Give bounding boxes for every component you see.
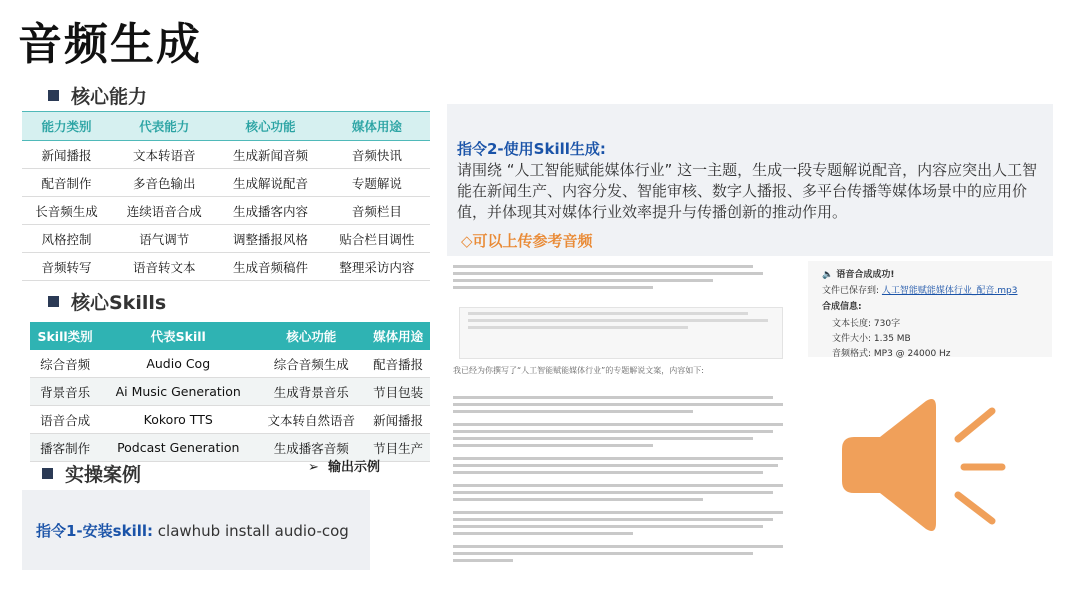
table-cell: 生成播客音频 bbox=[256, 434, 366, 462]
section-label: 实操案例 bbox=[65, 464, 142, 486]
header-cell: 媒体用途 bbox=[324, 112, 430, 141]
table-cell: 调整播报风格 bbox=[217, 225, 323, 253]
text-line bbox=[453, 403, 783, 406]
generated-script-screenshot bbox=[445, 257, 797, 597]
table-header-row bbox=[30, 322, 430, 350]
table-cell: Ai Music Generation bbox=[100, 378, 256, 406]
upload-reference-audio[interactable]: ◇可以上传参考音频 bbox=[461, 232, 593, 250]
text-line bbox=[453, 430, 773, 433]
table-cell: 长音频生成 bbox=[22, 197, 111, 225]
saved-line bbox=[822, 283, 1018, 296]
text-line bbox=[453, 423, 783, 426]
saved-label: 文件已保存到: bbox=[822, 286, 880, 296]
command2-label: 指令2-使用Skill生成: bbox=[457, 140, 606, 158]
section-label: 核心Skills bbox=[71, 292, 167, 314]
header-cell: 媒体用途 bbox=[366, 322, 430, 350]
header-cell: Skill类别 bbox=[30, 322, 100, 350]
output-label-text: 输出示例 bbox=[327, 460, 380, 475]
speaker-small-icon: 🔈 bbox=[822, 270, 834, 280]
table-cell: 综合音频生成 bbox=[256, 350, 366, 378]
sound-wave-bottom bbox=[958, 495, 992, 521]
text-line bbox=[468, 319, 768, 322]
section-practice bbox=[42, 460, 141, 487]
table-cell: 文本转语音 bbox=[111, 141, 217, 169]
text-line bbox=[453, 457, 783, 460]
text-line bbox=[453, 545, 783, 548]
header-cell: 能力类别 bbox=[22, 112, 111, 141]
table-cell: 多音色输出 bbox=[111, 169, 217, 197]
table-cell: 新闻播报 bbox=[22, 141, 111, 169]
command1-box bbox=[22, 490, 370, 570]
header-cell: 代表能力 bbox=[111, 112, 217, 141]
table-cell: 音频栏目 bbox=[324, 197, 430, 225]
command2-panel bbox=[447, 104, 1053, 256]
speaker-body bbox=[842, 399, 936, 531]
section-label: 核心能力 bbox=[71, 86, 148, 108]
table-cell: 新闻播报 bbox=[366, 406, 430, 434]
bullet-square-icon bbox=[42, 468, 53, 479]
text-line bbox=[453, 498, 703, 501]
text-line bbox=[468, 326, 688, 329]
info-length: 文本长度: 730字 bbox=[832, 319, 901, 329]
sound-wave-top bbox=[958, 411, 992, 439]
text-line bbox=[453, 410, 693, 413]
table-row bbox=[30, 378, 430, 406]
doc-header-lines bbox=[445, 257, 797, 301]
section-core-skills bbox=[48, 288, 166, 315]
command1-line bbox=[36, 520, 349, 541]
table-cell: 生成音频稿件 bbox=[217, 253, 323, 281]
text-line bbox=[453, 532, 633, 535]
text-line bbox=[453, 279, 713, 282]
skills-table bbox=[30, 322, 430, 462]
table-cell: 生成播客内容 bbox=[217, 197, 323, 225]
page-title: 音频生成 bbox=[18, 19, 202, 70]
table-cell: 节目生产 bbox=[366, 434, 430, 462]
text-line bbox=[453, 559, 513, 562]
table-row bbox=[22, 141, 430, 169]
table-cell: 节目包装 bbox=[366, 378, 430, 406]
header-cell: 核心功能 bbox=[256, 322, 366, 350]
text-line bbox=[468, 312, 748, 315]
thinking-block bbox=[459, 307, 783, 359]
arrow-right-icon: ➢ bbox=[308, 460, 319, 475]
table-cell: 贴合栏目调性 bbox=[324, 225, 430, 253]
table-row bbox=[22, 169, 430, 197]
abilities-table bbox=[22, 111, 430, 281]
text-line bbox=[453, 525, 763, 528]
table-cell: 综合音频 bbox=[30, 350, 100, 378]
text-line bbox=[453, 471, 763, 474]
bullet-square-icon bbox=[48, 296, 59, 307]
text-line bbox=[453, 286, 653, 289]
command1-label: 指令1-安装skill: bbox=[36, 522, 153, 540]
table-cell: 生成新闻音频 bbox=[217, 141, 323, 169]
table-cell: 连续语音合成 bbox=[111, 197, 217, 225]
table-row bbox=[30, 406, 430, 434]
table-row bbox=[22, 225, 430, 253]
table-cell: 播客制作 bbox=[30, 434, 100, 462]
success-text: 语音合成成功! bbox=[836, 270, 895, 280]
text-line bbox=[453, 464, 778, 467]
command1-code: clawhub install audio-cog bbox=[157, 522, 349, 540]
table-cell: 生成解说配音 bbox=[217, 169, 323, 197]
doc-summary: 我已经为你撰写了“人工智能赋能媒体行业”的专题解说文案，内容如下: bbox=[453, 366, 704, 375]
text-line bbox=[453, 518, 773, 521]
output-example-label bbox=[308, 456, 380, 475]
table-cell: 音频转写 bbox=[22, 253, 111, 281]
table-cell: 整理采访内容 bbox=[324, 253, 430, 281]
doc-body-lines bbox=[445, 382, 797, 562]
info-title: 合成信息: bbox=[822, 302, 862, 312]
table-cell: 生成背景音乐 bbox=[256, 378, 366, 406]
table-header-row bbox=[22, 112, 430, 141]
text-line bbox=[453, 437, 753, 440]
info-size: 文件大小: 1.35 MB bbox=[832, 334, 911, 344]
command2-text: 请围绕 “人工智能赋能媒体行业” 这一主题，生成一段专题解说配音，内容应突出人工智能在新闻生产、内容分发、智能审核、数字人播报、多平台传播等媒体场景中的应用价值，并体现其对媒体行业效率提升与传播创新的推动作用。 bbox=[457, 161, 1038, 221]
table-cell: 背景音乐 bbox=[30, 378, 100, 406]
table-cell: 语音转文本 bbox=[111, 253, 217, 281]
table-cell: 风格控制 bbox=[22, 225, 111, 253]
text-line bbox=[453, 552, 753, 555]
table-cell: 专题解说 bbox=[324, 169, 430, 197]
table-row bbox=[22, 197, 430, 225]
table-cell: Podcast Generation bbox=[100, 434, 256, 462]
bullet-square-icon bbox=[48, 90, 59, 101]
text-line bbox=[453, 396, 773, 399]
table-row bbox=[22, 253, 430, 281]
info-format: 音频格式: MP3 @ 24000 Hz bbox=[832, 349, 951, 359]
table-cell: 音频快讯 bbox=[324, 141, 430, 169]
table-cell: 语气调节 bbox=[111, 225, 217, 253]
text-line bbox=[453, 444, 653, 447]
table-cell: Audio Cog bbox=[100, 350, 256, 378]
header-cell: 核心功能 bbox=[217, 112, 323, 141]
text-line bbox=[453, 491, 773, 494]
table-row bbox=[30, 350, 430, 378]
text-line bbox=[453, 272, 763, 275]
table-cell: 语音合成 bbox=[30, 406, 100, 434]
section-core-abilities bbox=[48, 82, 147, 109]
audio-result-card bbox=[808, 261, 1052, 357]
table-cell: Kokoro TTS bbox=[100, 406, 256, 434]
text-line bbox=[453, 484, 783, 487]
header-cell: 代表Skill bbox=[100, 322, 256, 350]
success-line bbox=[822, 267, 894, 280]
saved-file-link[interactable]: 人工智能赋能媒体行业_配音.mp3 bbox=[881, 286, 1018, 296]
text-line bbox=[453, 265, 753, 268]
table-cell: 配音播报 bbox=[366, 350, 430, 378]
speaker-volume-icon bbox=[840, 395, 1010, 535]
table-cell: 配音制作 bbox=[22, 169, 111, 197]
text-line bbox=[453, 511, 783, 514]
table-cell: 文本转自然语音 bbox=[256, 406, 366, 434]
